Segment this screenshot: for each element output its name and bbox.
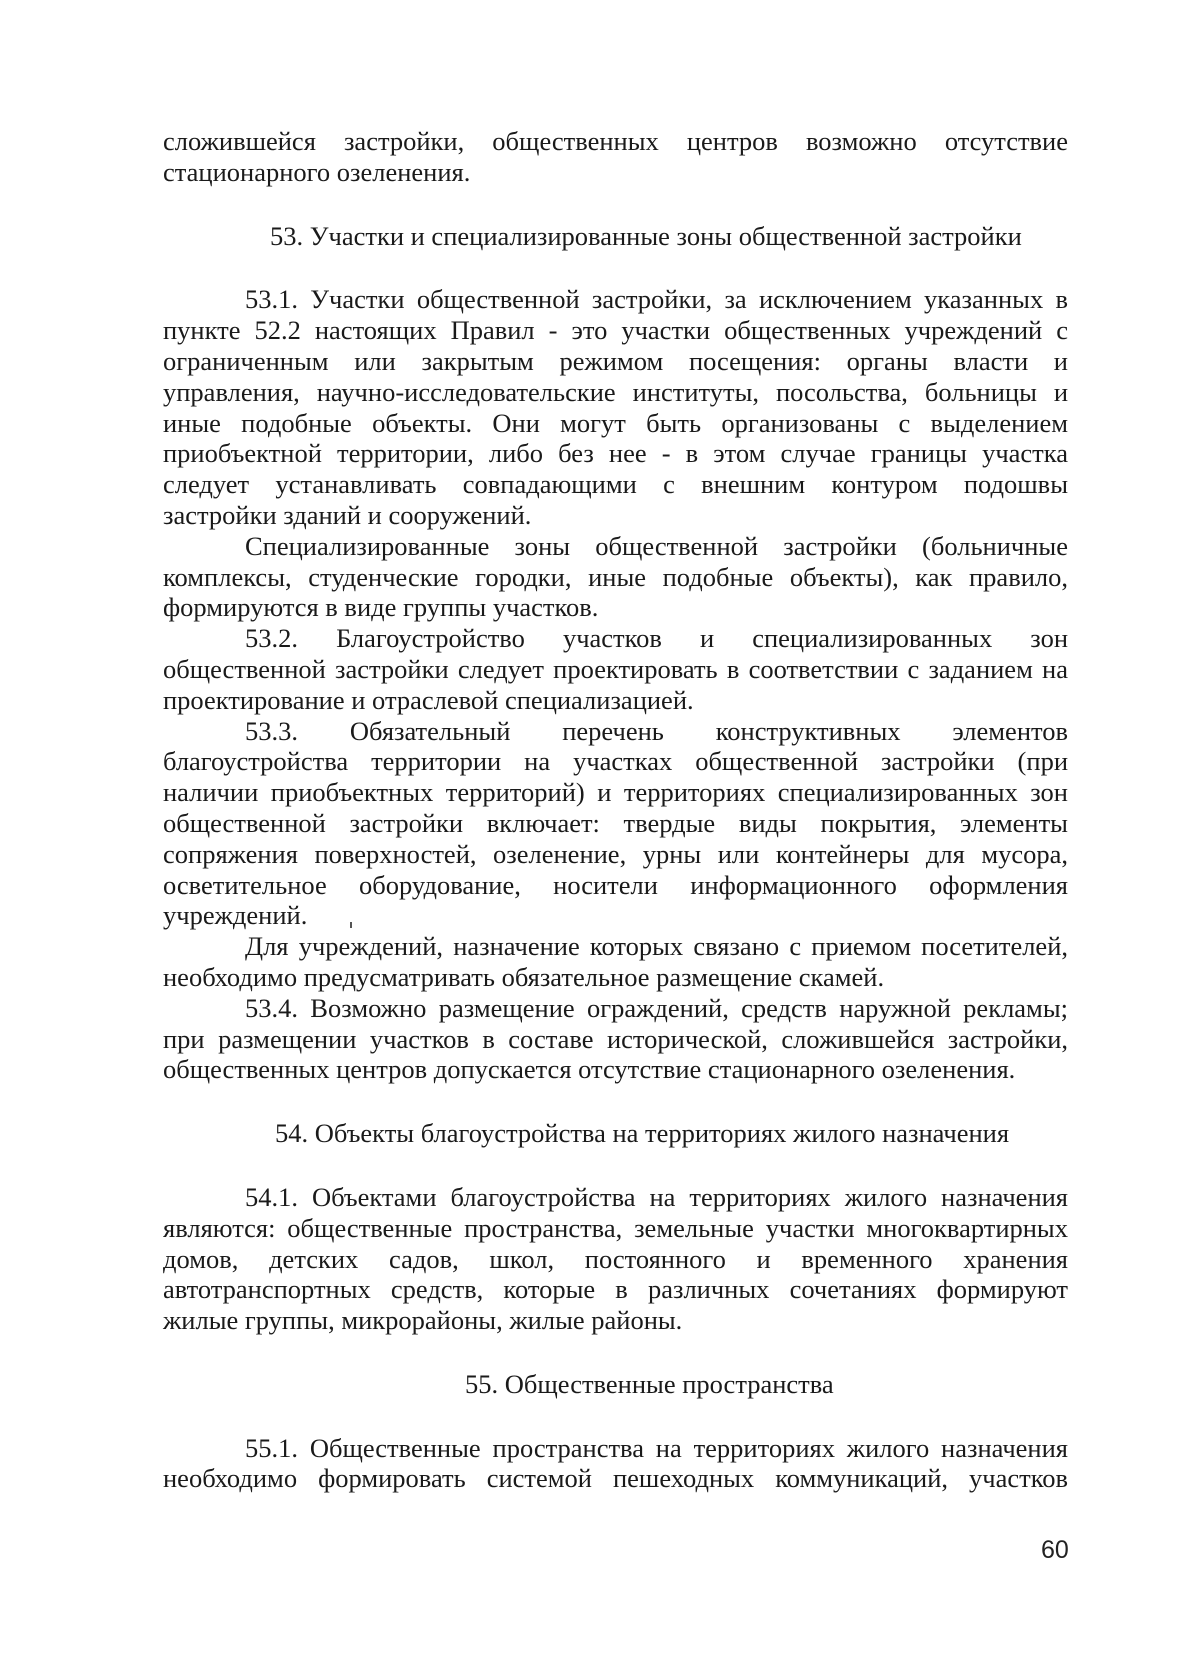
document-body [163, 126, 1068, 1494]
paragraph-continuation: сложившейся застройки, общественных центров возможно отсутствие стационарного озеленения. [163, 126, 1068, 187]
page-number: 60 [1041, 1536, 1069, 1564]
paragraph-53-1-specialized-zones: Специализированные зоны общественной застройки (больничные комплексы, студенческие городки, иные подобные объекты), как правило, формируются в виде группы участков. [163, 530, 1068, 623]
scan-speck [350, 922, 352, 928]
paragraph-53-3-benches: Для учреждений, назначение которых связано с приемом посетителей, необходимо предусматривать обязательное размещение скамей. [163, 931, 1068, 992]
paragraph-55-1: 55.1. Общественные пространства на территориях жилого назначения необходимо формировать системой пешеходных коммуникаций, участков [163, 1432, 1068, 1494]
section-heading-54: 54. Объекты благоустройства на территориях жилого назначения [275, 1118, 1010, 1149]
section-heading-53: 53. Участки и специализированные зоны общественной застройки [270, 220, 1022, 251]
paragraph-53-3: 53.3. Обязательный перечень конструктивных элементов благоустройства территории на участках общественной застройки (при наличии приобъектных территорий) и территориях специализированных зон общественной застройки включает: твердые виды покрытия, элементы сопряжения поверхностей, озеленение, урны или контейнеры для мусора, осветительное оборудование, носители информационного оформления учреждений. [163, 715, 1068, 931]
paragraph-53-2: 53.2. Благоустройство участков и специализированных зон общественной застройки следует проектировать в соответствии с заданием на проектирование и отраслевой специализацией. [163, 623, 1068, 715]
section-heading-55: 55. Общественные пространства [465, 1368, 834, 1399]
paragraph-54-1: 54.1. Объектами благоустройства на территориях жилого назначения являются: общественные пространства, земельные участки многоквартирных домов, детских садов, школ, постоянного и временного хранения автотранспортных средств, которые в различных сочетаниях формируют жилые группы, микрорайоны, жилые районы. [163, 1181, 1068, 1336]
paragraph-53-4: 53.4. Возможно размещение ограждений, средств наружной рекламы; при размещении участков в составе исторической, сложившейся застройки, общественных центров допускается отсутствие стационарного озеленения. [163, 992, 1068, 1085]
paragraph-53-1: 53.1. Участки общественной застройки, за исключением указанных в пункте 52.2 настоящих Правил - это участки общественных учреждений с ограниченным или закрытым режимом посещения: органы власти и управления, научно-исследовательские институты, посольства, больницы и иные подобные объекты. Они могут быть организованы с выделением приобъектной территории, либо без нее - в этом случае границы участка следует устанавливать совпадающими с внешним контуром подошвы застройки зданий и сооружений. [163, 284, 1068, 530]
